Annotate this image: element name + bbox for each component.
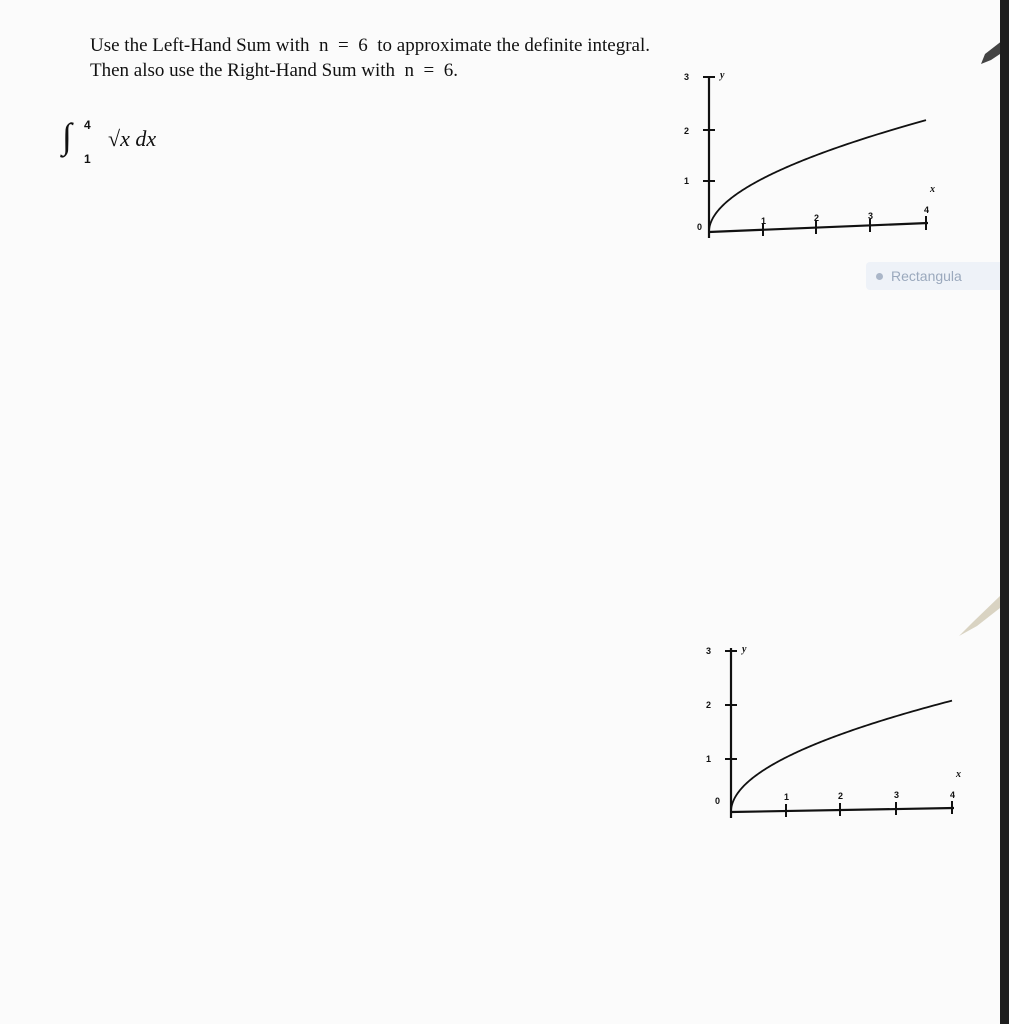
y-axis-label: y xyxy=(720,70,725,81)
x-tick-label-3: 3 xyxy=(868,211,874,221)
y-tick-label-1: 1 xyxy=(684,176,690,186)
tag-label: Rectangula xyxy=(891,268,962,284)
binder-clip-icon xyxy=(975,38,1000,78)
page-edge-shadow xyxy=(1000,0,1009,1024)
x-tick-label-4: 4 xyxy=(950,790,956,800)
tag-dot-icon xyxy=(876,273,883,280)
x-axis-label: x xyxy=(956,769,961,780)
x-tick-label-2: 2 xyxy=(814,213,820,223)
pen-tip-icon xyxy=(955,596,1000,646)
sqrt-graph-right-hand xyxy=(706,638,974,828)
x-tick-label-4: 4 xyxy=(924,205,930,215)
y-tick-label-1: 1 xyxy=(706,754,712,764)
problem-instruction-line-1: Use the Left-Hand Sum with n = 6 to approximate the definite integral. xyxy=(90,35,650,56)
y-tick-label-2: 2 xyxy=(684,126,690,136)
integrand: √x dx xyxy=(108,126,157,151)
x-tick-label-1: 1 xyxy=(784,792,790,802)
integral-sign: ∫ xyxy=(62,116,72,156)
integral-upper-limit: 4 xyxy=(84,118,91,132)
x-axis-line xyxy=(709,223,928,232)
x-tick-label-3: 3 xyxy=(894,790,900,800)
origin-label: 0 xyxy=(715,796,721,806)
definite-integral xyxy=(62,118,192,178)
origin-label: 0 xyxy=(697,222,703,232)
y-axis-label: y xyxy=(742,644,747,655)
x-tick-label-2: 2 xyxy=(838,791,844,801)
x-axis-label: x xyxy=(930,184,935,195)
problem-instruction-line-2: Then also use the Right-Hand Sum with n = 6. xyxy=(90,60,458,81)
y-tick-label-3: 3 xyxy=(706,646,712,656)
x-tick-label-1: 1 xyxy=(761,216,767,226)
integral-lower-limit: 1 xyxy=(84,152,91,166)
rectangular-tool-tag[interactable] xyxy=(866,262,1000,290)
graph-left-canvas xyxy=(684,60,950,250)
x-axis-line xyxy=(731,808,954,812)
y-tick-label-2: 2 xyxy=(706,700,712,710)
sqrt-graph-left-hand xyxy=(684,60,950,250)
y-tick-label-3: 3 xyxy=(684,72,690,82)
graph-right-canvas xyxy=(706,638,974,828)
